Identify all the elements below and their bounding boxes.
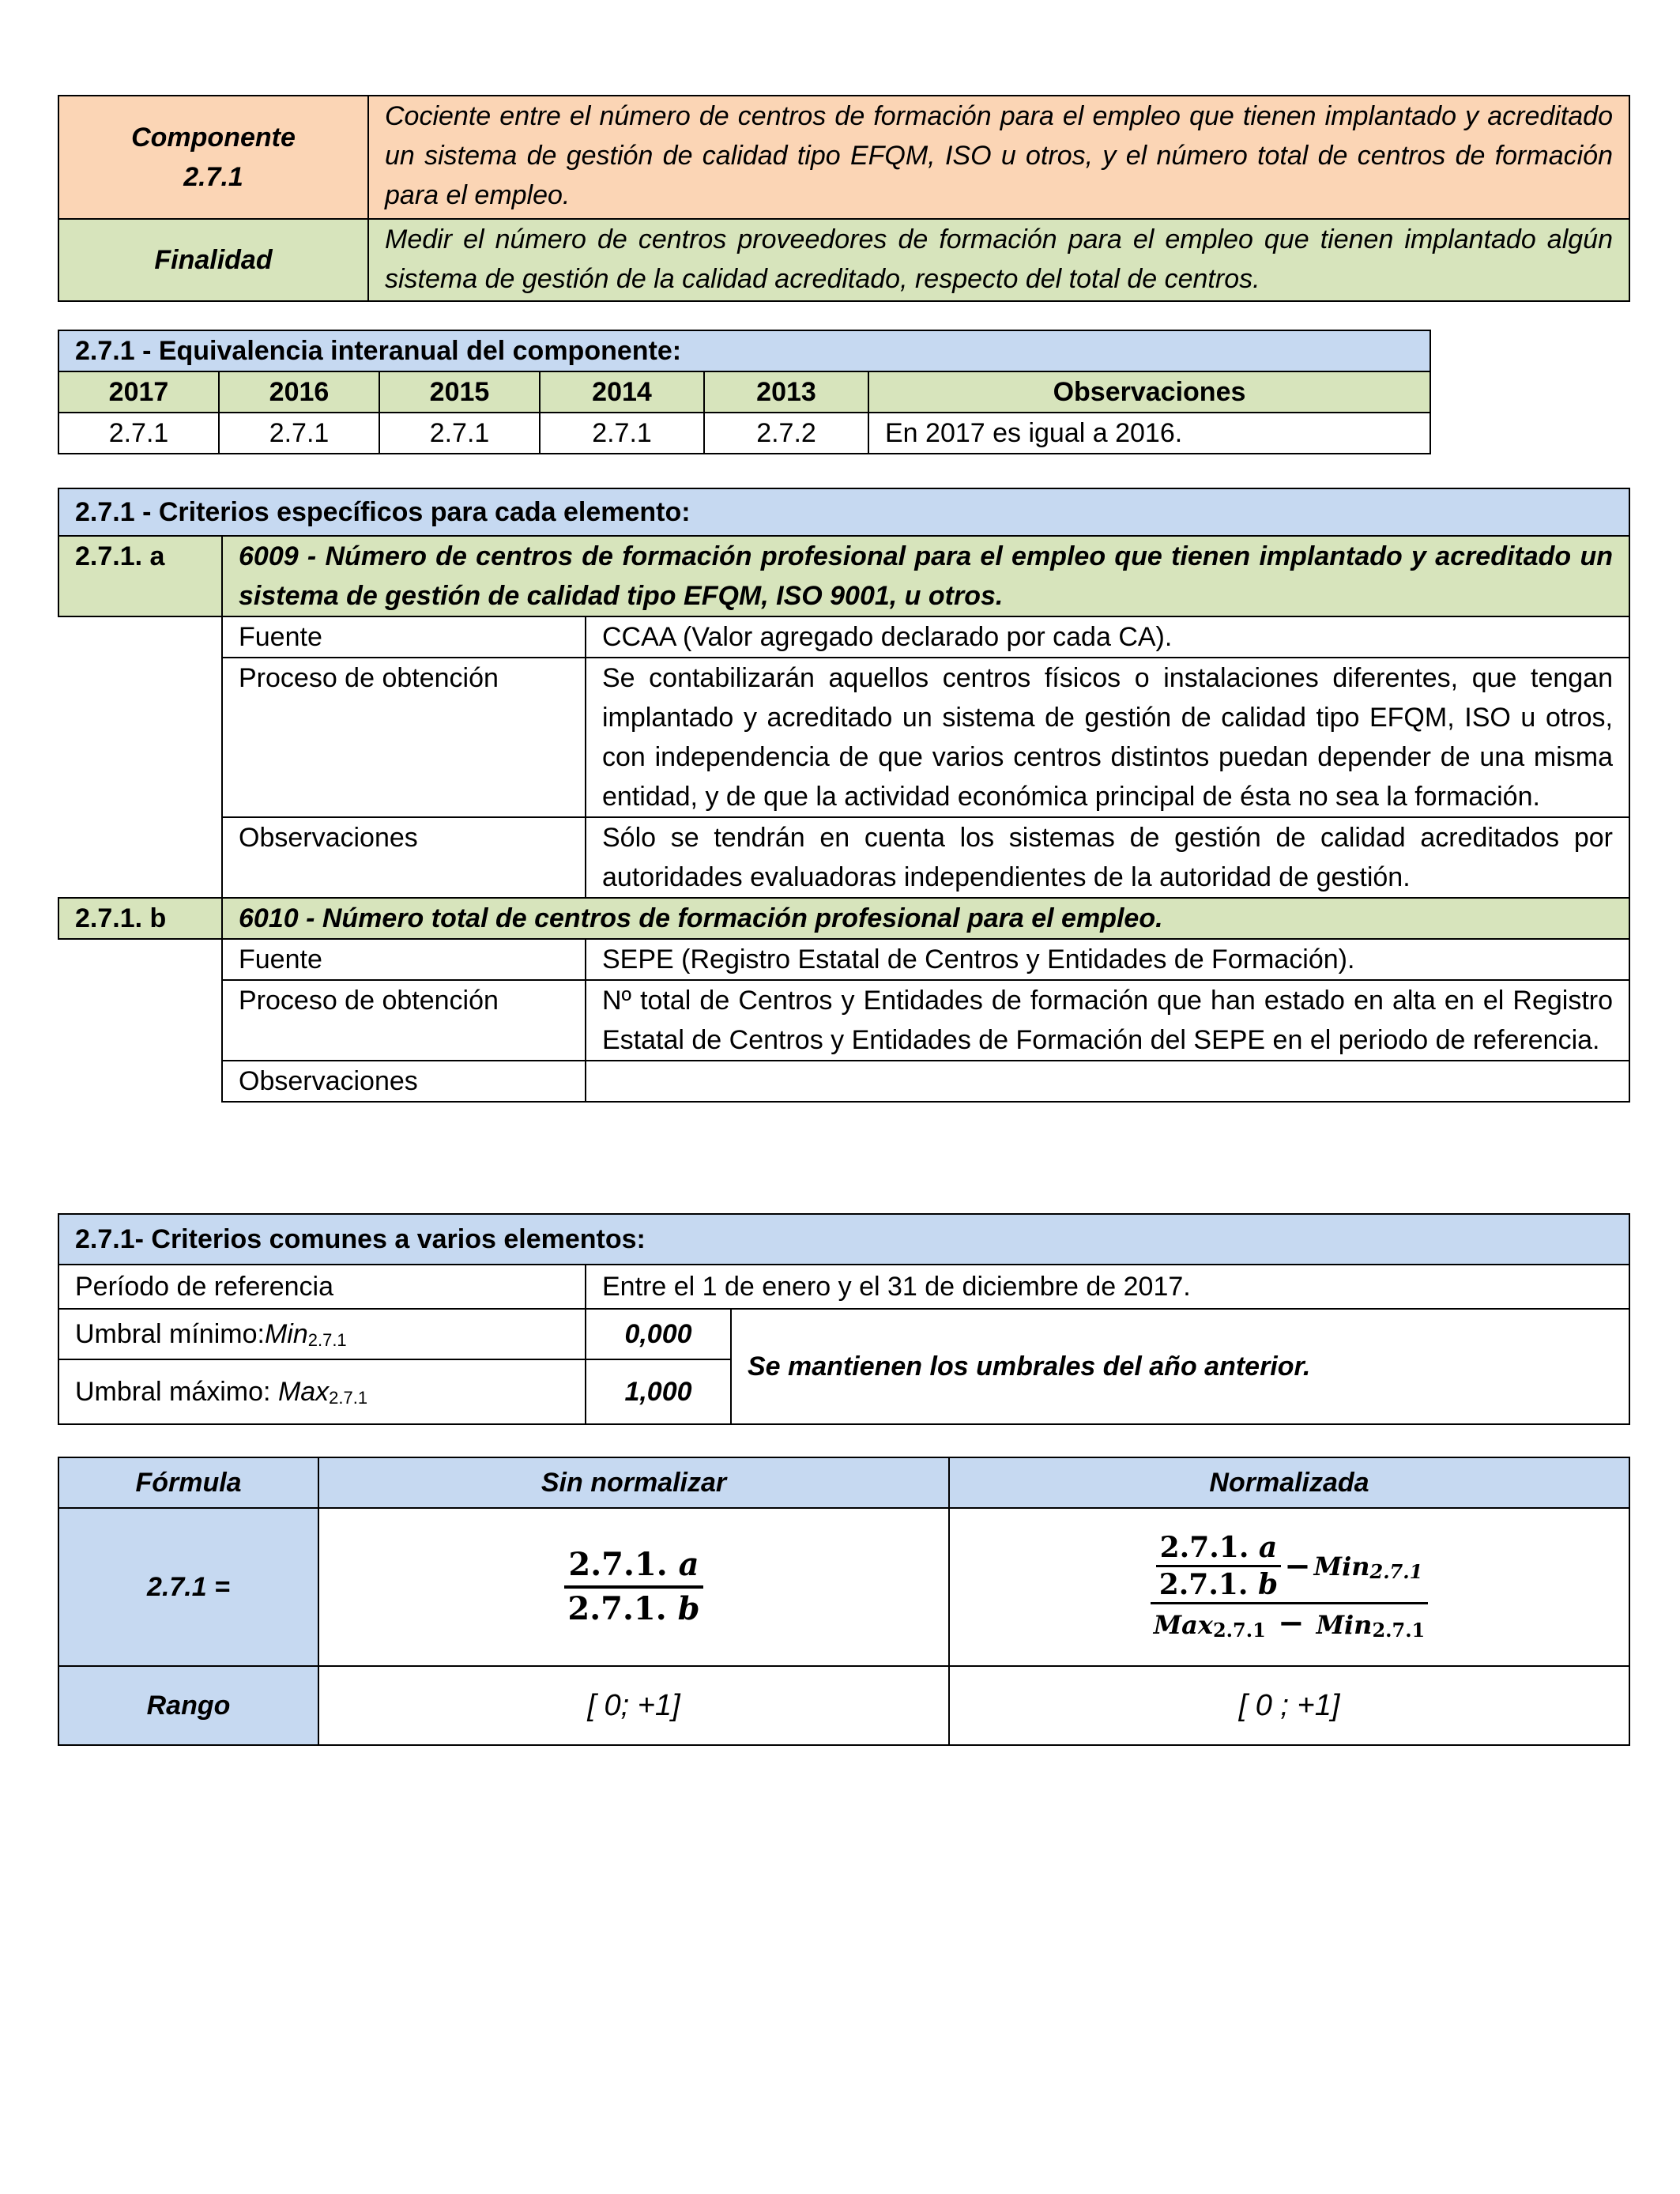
element-a-proceso-label: Proceso de obtención: [222, 658, 586, 817]
criterios-table: [58, 488, 1630, 1103]
comunes-table: [58, 1213, 1630, 1425]
max-text: Max: [1153, 1610, 1213, 1640]
umbrales-note: Se mantienen los umbrales del año anterior.: [731, 1309, 1629, 1424]
spacer-cell: [58, 939, 222, 980]
inner-denominator-text: 2.7.1.: [1158, 1568, 1258, 1601]
equivalencia-header: 2017: [58, 371, 219, 413]
component-label-line1: Componente: [131, 123, 296, 153]
element-a-name: 6009 - Número de centros de formación profesional para el empleo que tienen implantado y acreditado un sistema de gestión de calidad tipo EFQM, ISO 9001, u otros.: [222, 536, 1629, 616]
normalized-numerator: [1151, 1530, 1429, 1604]
inner-fraction: [1156, 1530, 1281, 1602]
minus-sign: −: [1284, 1547, 1311, 1585]
max-sub: 2.7.1: [1212, 1619, 1266, 1642]
equivalencia-value: 2.7.1: [219, 413, 379, 454]
umbral-minimo-label: [58, 1309, 586, 1359]
spacer-cell: [58, 980, 222, 1061]
periodo-label: Período de referencia: [58, 1265, 586, 1309]
component-description: Cociente entre el número de centros de formación para el empleo que tienen implantado y acreditado un sistema de gestión de calidad tipo EFQM, ISO u otros, y el número total de centros de formación para el empleo.: [368, 96, 1629, 219]
equivalencia-value: 2.7.1: [58, 413, 219, 454]
element-a-obs-label: Observaciones: [222, 817, 586, 898]
element-b-fuente: SEPE (Registro Estatal de Centros y Entidades de Formación).: [586, 939, 1629, 980]
denominator-text: 2.7.1.: [567, 1590, 678, 1627]
normalizada-header: Normalizada: [949, 1457, 1629, 1508]
finalidad-text: Medir el número de centros proveedores de formación para el empleo que tienen implantado algún sistema de gestión de la calidad acreditado, respecto del total de centros.: [368, 219, 1629, 301]
component-table: [58, 95, 1630, 302]
equivalencia-value: 2.7.1: [379, 413, 540, 454]
umbral-minimo-symbol: Min: [264, 1319, 308, 1349]
inner-denominator: [1156, 1567, 1281, 1602]
element-b-proceso: Nº total de Centros y Entidades de formación que han estado en alta en el Registro Estatal de Centros y Entidades de Formación del SEPE en el periodo de referencia.: [586, 980, 1629, 1061]
element-a-proceso: Se contabilizarán aquellos centros físicos o instalaciones diferentes, que tengan implantado y acreditado un sistema de gestión de calidad tipo EFQM, ISO u otros, con independencia de que varios centros distintos puedan depender de una misma entidad, y de que la actividad económica principal de ésta no sea la formación.: [586, 658, 1629, 817]
element-b-code: 2.7.1. b: [58, 898, 222, 939]
umbral-maximo-symbol: Max: [277, 1377, 330, 1407]
equivalencia-table: [58, 330, 1431, 454]
element-b-name: 6010 - Número total de centros de formación profesional para el empleo.: [222, 898, 1629, 939]
formula-sin-normalizar: [318, 1508, 949, 1666]
umbral-maximo-value: 1,000: [586, 1359, 731, 1424]
denominator-var: b: [677, 1590, 700, 1627]
fraction-normalizada: [1151, 1530, 1429, 1644]
equivalencia-header: 2015: [379, 371, 540, 413]
element-b-fuente-label: Fuente: [222, 939, 586, 980]
umbral-maximo-sub: 2.7.1: [329, 1388, 368, 1408]
equivalencia-observaciones: En 2017 es igual a 2016.: [868, 413, 1430, 454]
umbral-minimo-value: 0,000: [586, 1309, 731, 1359]
fraction-denominator: [564, 1589, 703, 1630]
min-text: Min: [1313, 1551, 1370, 1581]
inner-numerator-text: 2.7.1.: [1159, 1531, 1259, 1564]
sin-normalizar-header: Sin normalizar: [318, 1457, 949, 1508]
equivalencia-value: 2.7.1: [540, 413, 704, 454]
umbral-maximo-label: [58, 1359, 586, 1424]
fraction-numerator: [564, 1544, 703, 1589]
rango-normalizada: [ 0 ; +1]: [949, 1666, 1629, 1745]
periodo-value: Entre el 1 de enero y el 31 de diciembre de 2017.: [586, 1265, 1629, 1309]
inner-numerator-var: a: [1258, 1531, 1278, 1564]
numerator-var: a: [678, 1546, 699, 1583]
equivalencia-header: Observaciones: [868, 371, 1430, 413]
formula-normalizada: [949, 1508, 1629, 1666]
element-a-fuente-label: Fuente: [222, 616, 586, 658]
equivalencia-header: 2014: [540, 371, 704, 413]
min-text: Min: [1316, 1610, 1373, 1640]
formula-table: [58, 1457, 1630, 1746]
inner-denominator-var: b: [1257, 1568, 1279, 1601]
umbral-minimo-text: Umbral mínimo:: [75, 1319, 265, 1349]
spacer-cell: [58, 616, 222, 658]
comunes-title: 2.7.1- Criterios comunes a varios elementos:: [58, 1214, 1629, 1265]
umbral-minimo-sub: 2.7.1: [307, 1330, 347, 1350]
numerator-text: 2.7.1.: [568, 1546, 679, 1583]
element-b-obs: [586, 1061, 1629, 1102]
finalidad-label: Finalidad: [58, 219, 368, 301]
element-a-fuente: CCAA (Valor agregado declarado por cada CA).: [586, 616, 1629, 658]
min-sub: 2.7.1: [1372, 1619, 1426, 1642]
min-symbol: [1314, 1546, 1423, 1587]
spacer-cell: [58, 658, 222, 817]
element-b-obs-label: Observaciones: [222, 1061, 586, 1102]
rango-sin-normalizar: [ 0; +1]: [318, 1666, 949, 1745]
criterios-title: 2.7.1 - Criterios específicos para cada elemento:: [58, 488, 1629, 536]
equivalencia-value: 2.7.2: [704, 413, 868, 454]
minus-sign: −: [1277, 1604, 1305, 1642]
element-b-proceso-label: Proceso de obtención: [222, 980, 586, 1061]
fraction-sin-normalizar: [564, 1544, 703, 1630]
equivalencia-value-row: [58, 413, 1430, 454]
normalized-denominator: [1151, 1604, 1429, 1644]
component-label-line2: 2.7.1: [183, 162, 243, 192]
spacer-cell: [58, 1061, 222, 1102]
equivalencia-header: 2013: [704, 371, 868, 413]
inner-numerator: [1156, 1530, 1281, 1567]
rango-label: Rango: [58, 1666, 318, 1745]
component-label: [58, 96, 368, 219]
equivalencia-title: 2.7.1 - Equivalencia interanual del componente:: [58, 330, 1430, 371]
element-a-code: 2.7.1. a: [58, 536, 222, 616]
element-a-obs: Sólo se tendrán en cuenta los sistemas de gestión de calidad acreditados por autoridades evaluadoras independientes de la autoridad de gestión.: [586, 817, 1629, 898]
spacer-cell: [58, 817, 222, 898]
formula-row-label: 2.7.1 =: [58, 1508, 318, 1666]
min-sub: 2.7.1: [1369, 1559, 1423, 1583]
equivalencia-header: 2016: [219, 371, 379, 413]
formula-header: Fórmula: [58, 1457, 318, 1508]
umbral-maximo-text: Umbral máximo:: [75, 1377, 278, 1407]
equivalencia-header-row: [58, 371, 1430, 413]
